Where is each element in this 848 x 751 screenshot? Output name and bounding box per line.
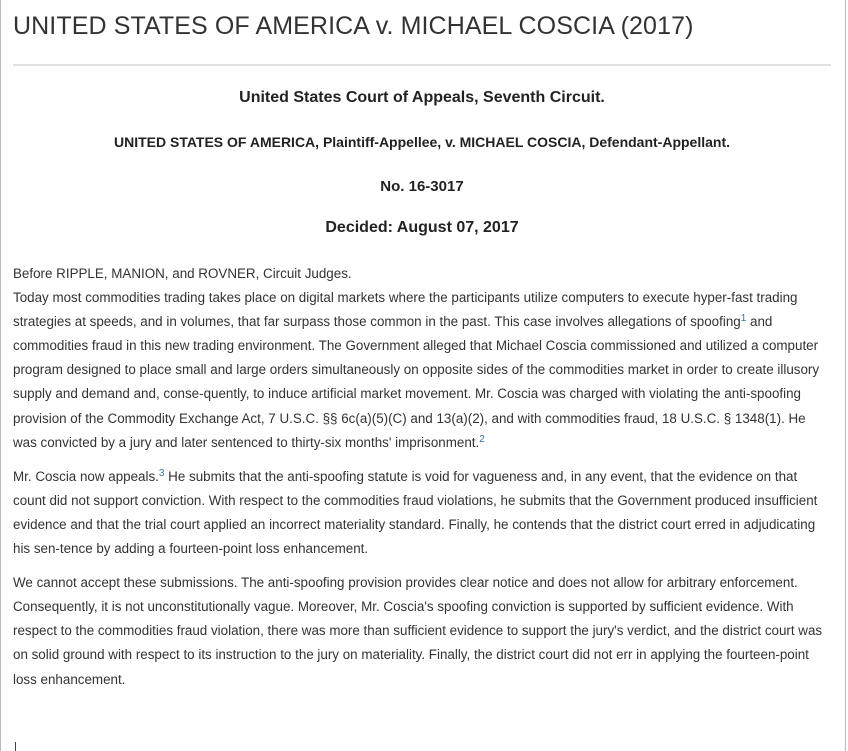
decision-date: Decided: August 07, 2017	[325, 219, 519, 236]
docket-number: No. 16-3017	[380, 178, 464, 195]
opinion-paragraph-3: We cannot accept these submissions. The anti-spoofing provision provides clear notice and does not allow for arbitrary enforcement. Consequently, it is not unconstitutionally vague. Moreover, Mr. Coscia's spoofing conviction is supported by sufficient evidence. With respect to the commodities fraud violation, there was more than sufficient evidence to support the jury's verdict, and the district court was on solid ground with respect to its instruction to the jury on materiality. Finally, the district court did not err in applying the fourteen-point loss enhancement.	[13, 575, 823, 687]
paragraph-text: Today most commodities trading takes place on digital markets where the participants utilize computers to execute hyper-fast trading strategies at speeds, and in volumes, that far surpass those common in the past. This case involves allegations of spoofing	[13, 290, 798, 330]
text-cursor	[15, 742, 16, 751]
footnote-link-3[interactable]: 3	[158, 467, 165, 479]
footnote-link-1[interactable]: 1	[740, 313, 747, 325]
case-title: UNITED STATES OF AMERICA v. MICHAEL COSCIA (2017)	[13, 12, 694, 40]
title-divider	[13, 64, 831, 66]
footnote-link-2[interactable]: 2	[479, 433, 485, 445]
paragraph-text: and commodities fraud in this new trading environment. The Government alleged that Michael Coscia commissioned and utilized a computer program designed to place small and large orders simultaneously on opposite sides of the commodities market in order to create illusory supply and demand and, conse-quently, to induce artificial market movement. Mr. Coscia was charged with violating the anti-spoofing provision of the Commodity Exchange Act, 7 U.S.C. §§ 6c(a)(5)(C) and 13(a)(2), and with commodities fraud, 18 U.S.C. § 1348(1). He was convicted by a jury and later sentenced to thirty-six months' imprisonment.	[13, 314, 820, 450]
case-parties: UNITED STATES OF AMERICA, Plaintiff-Appellee, v. MICHAEL COSCIA, Defendant-Appellant.	[113, 134, 731, 150]
court-name: United States Court of Appeals, Seventh Circuit.	[239, 89, 605, 106]
opinion-paragraph-1	[13, 262, 831, 455]
paragraph-text: He submits that the anti-spoofing statute is void for vagueness and, in any event, that the evidence on that count did not support conviction. With respect to the commodities fraud violations, he submits that the Government produced insufficient evidence and that the trial court applied an incorrect materiality standard. Finally, he contends that the district court erred in adjudicating his sen-tence by adding a fourteen-point loss enhancement.	[13, 468, 818, 557]
judges-line: Before RIPPLE, MANION, and ROVNER, Circuit Judges.	[13, 266, 352, 281]
paragraph-text: Mr. Coscia now appeals.	[13, 468, 159, 484]
opinion-body	[13, 262, 831, 692]
opinion-paragraph-2	[13, 465, 831, 561]
